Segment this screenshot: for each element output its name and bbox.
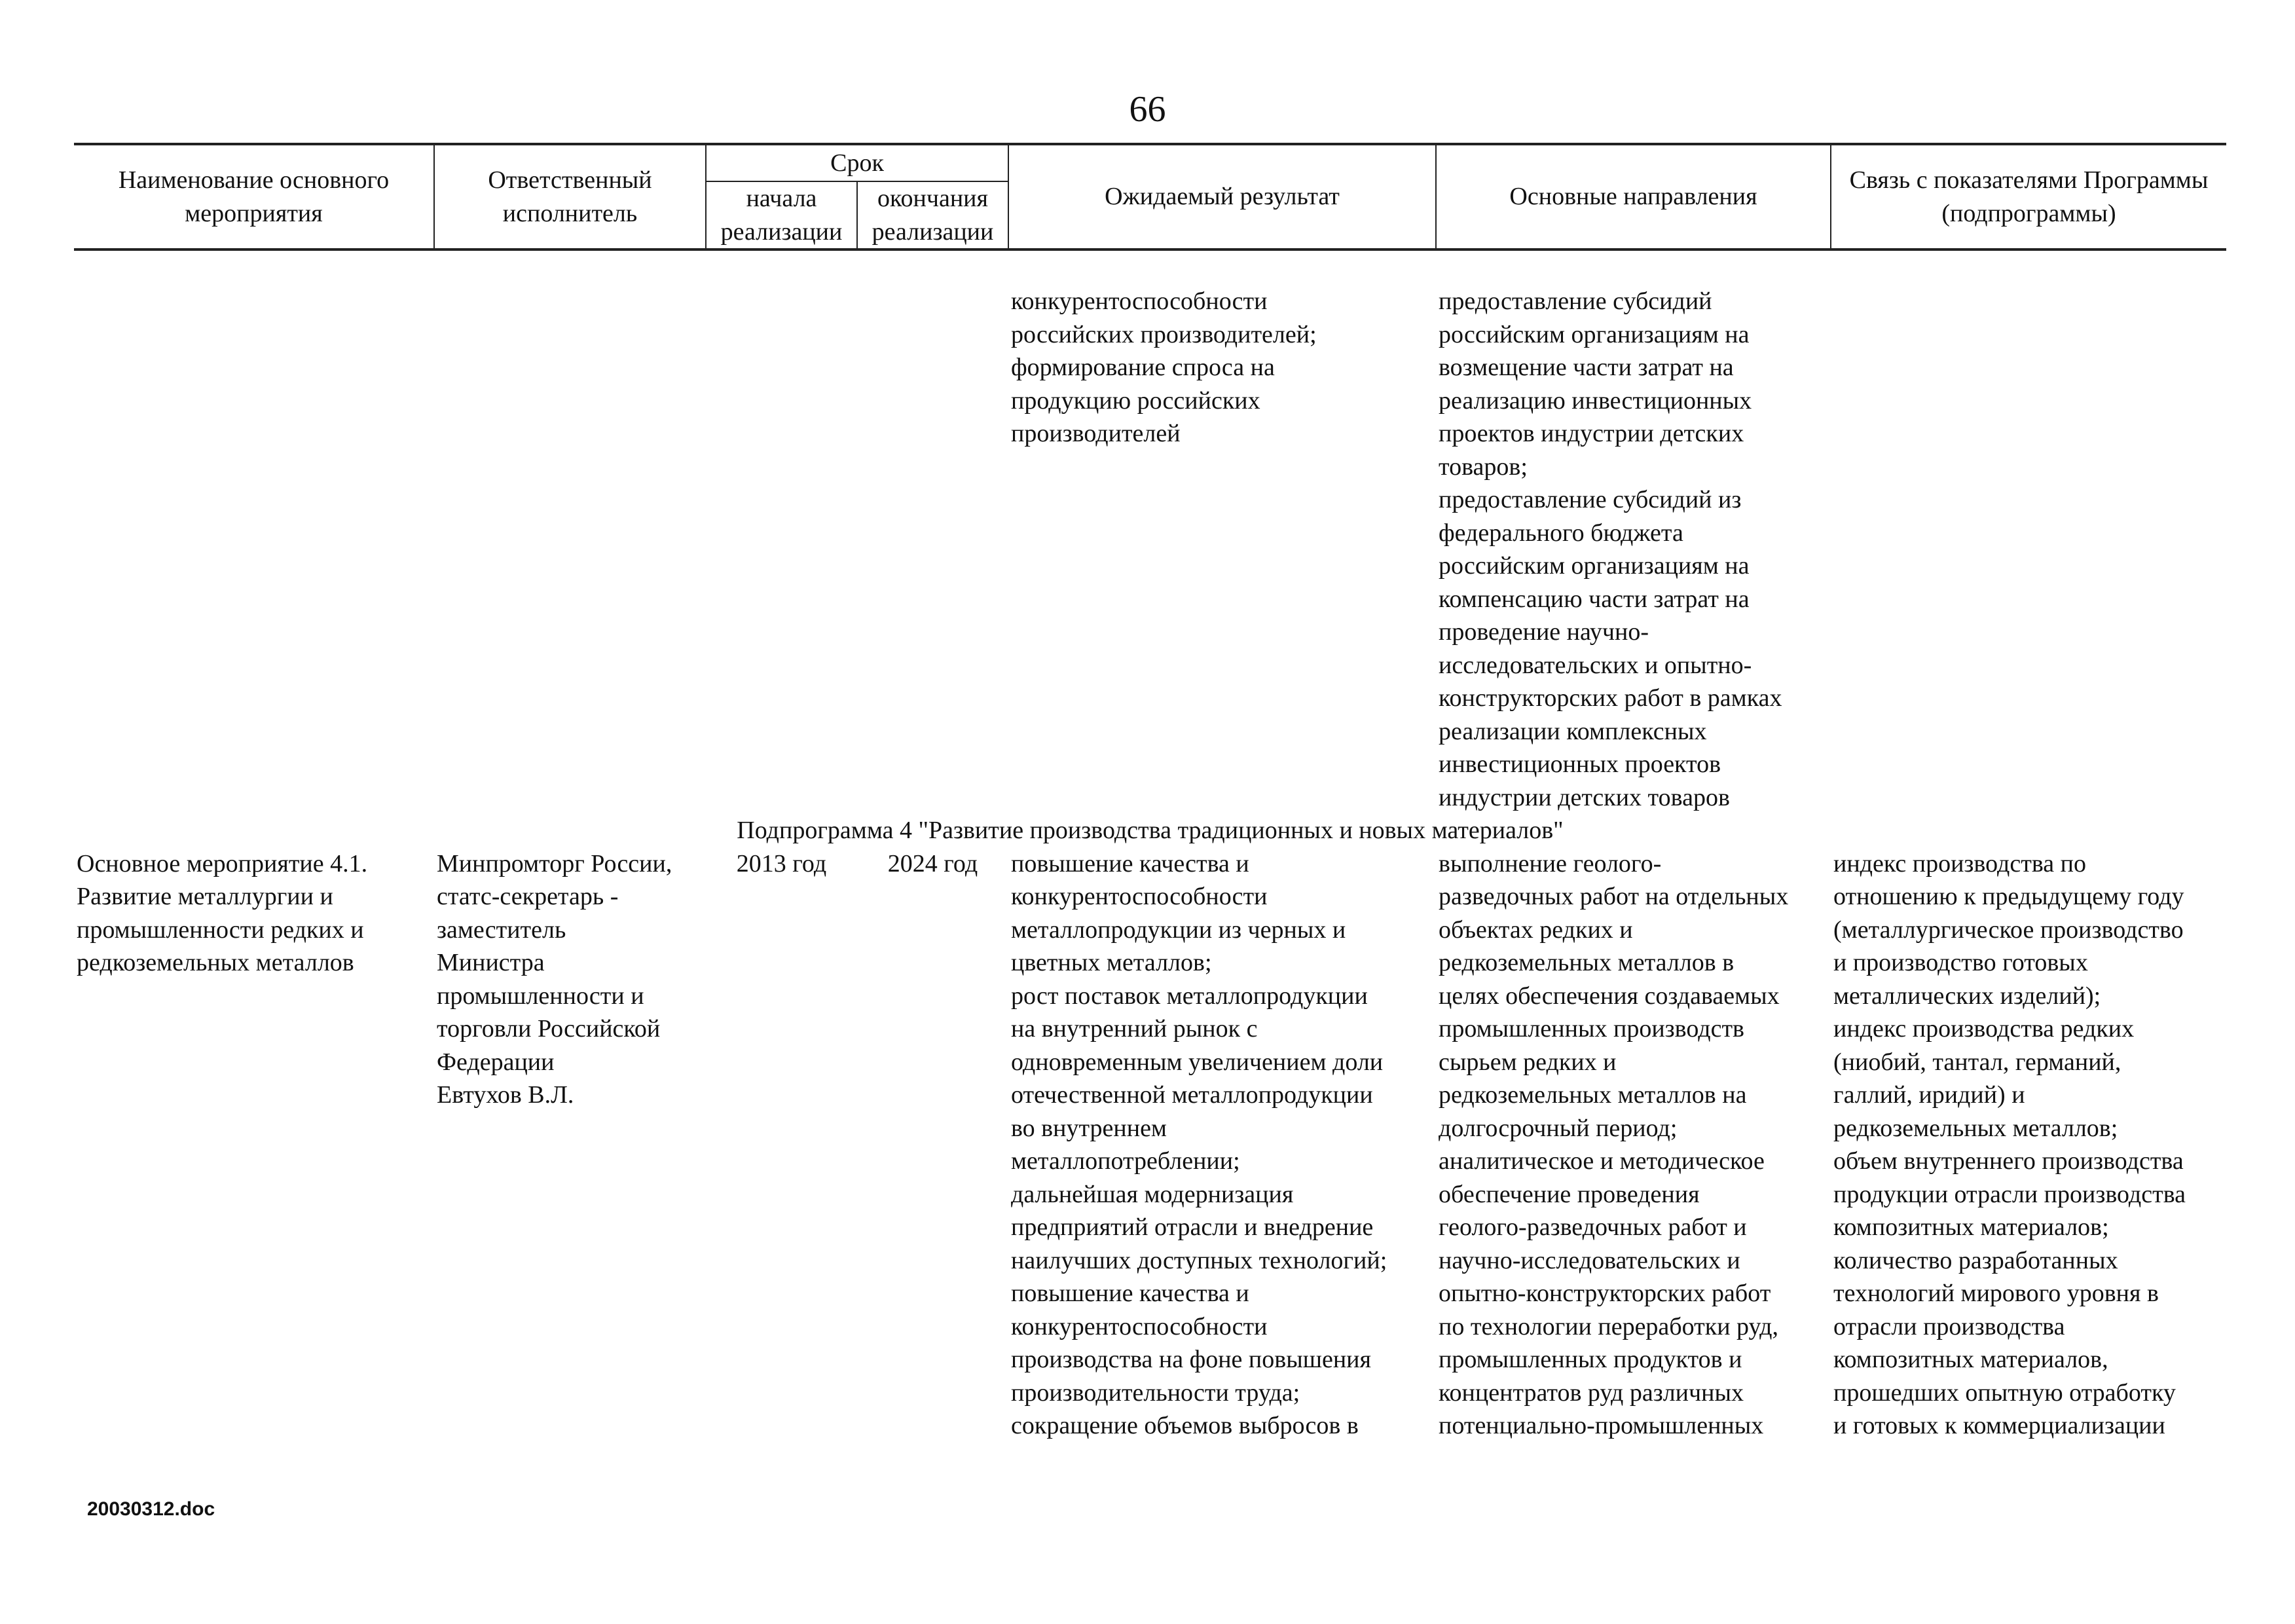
header-result: Ожидаемый результат xyxy=(1008,144,1436,249)
cell-measure-name: Основное мероприятие 4.1. Развитие металлургии и промышленности редких и редкоземельных металлов xyxy=(77,849,368,976)
subprogram-title: Подпрограмма 4 "Развитие производства традиционных и новых материалов" xyxy=(737,817,1564,844)
table-row xyxy=(74,847,2226,1443)
header-directions: Основные направления xyxy=(1436,144,1831,249)
cell-executor: Минпромторг России, статс-секретарь - заместитель Министра промышленности и торговли Российской Федерации Евтухов В.Л. xyxy=(437,849,672,1109)
subprogram-row xyxy=(74,814,2226,847)
table-header xyxy=(74,144,2226,249)
table-row xyxy=(74,285,2226,814)
cell-indicators: индекс производства по отношению к предыдущему году (металлургическое производство и производство готовых металлических изделий); индекс производства редких (ниобий, тантал, германий, галлий, иридий) и редкоземельных металлов; объем внутреннего производства продукции отрасли производства композитных материалов; количество разработанных технологий мирового уровня в отрасли производства композитных материалов, прошедших опытную отработку и готовых к коммерциализации xyxy=(1833,849,2186,1439)
cell-end-year: 2024 год xyxy=(887,849,978,877)
header-name: Наименование основного мероприятия xyxy=(74,144,434,249)
footer-doc-id: 20030312.doc xyxy=(87,1498,215,1520)
page-number: 66 xyxy=(1129,89,1166,130)
cell-result: повышение качества и конкурентоспособности металлопродукции из черных и цветных металлов; рост поставок металлопродукции на внутренний рынок с одновременным увеличением доли отечественной металлопродукции во внутреннем металлопотреблении; дальнейшая модернизация предприятий отрасли и внедрение наилучших доступных технологий; повышение качества и конкурентоспособности производства на фоне повышения производительности труда; сокращение объемов выбросов в xyxy=(1011,849,1387,1439)
program-table xyxy=(74,143,2226,1443)
cell-result: конкурентоспособности российских производителей; формирование спроса на продукцию российских производителей xyxy=(1011,287,1317,447)
cell-start-year: 2013 год xyxy=(736,849,827,877)
header-indicators: Связь с показателями Программы (подпрограммы) xyxy=(1831,144,2226,249)
header-executor: Ответственный исполнитель xyxy=(434,144,706,249)
cell-directions: предоставление субсидий российским организациям на возмещение части затрат на реализацию инвестиционных проектов индустрии детских товаров; предоставление субсидий из федерального бюджета российским организациям на компенсацию части затрат на проведение научно- исследовательских и опытно- конструкторских работ в рамках реализации комплексных инвестиционных проектов индустрии детских товаров xyxy=(1439,287,1782,811)
header-term: Срок xyxy=(706,144,1008,181)
header-start: начала реализации xyxy=(706,181,857,249)
header-end: окончания реализации xyxy=(857,181,1008,249)
cell-directions: выполнение геолого- разведочных работ на отдельных объектах редких и редкоземельных металлов в целях обеспечения создаваемых промышленных производств сырьем редких и редкоземельных металлов на долгосрочный период; аналитическое и методическое обеспечение проведения геолого-разведочных работ и научно-исследовательских и опытно-конструкторских работ по технологии переработки руд, промышленных продуктов и концентратов руд различных потенциально-промышленных xyxy=(1439,849,1789,1439)
